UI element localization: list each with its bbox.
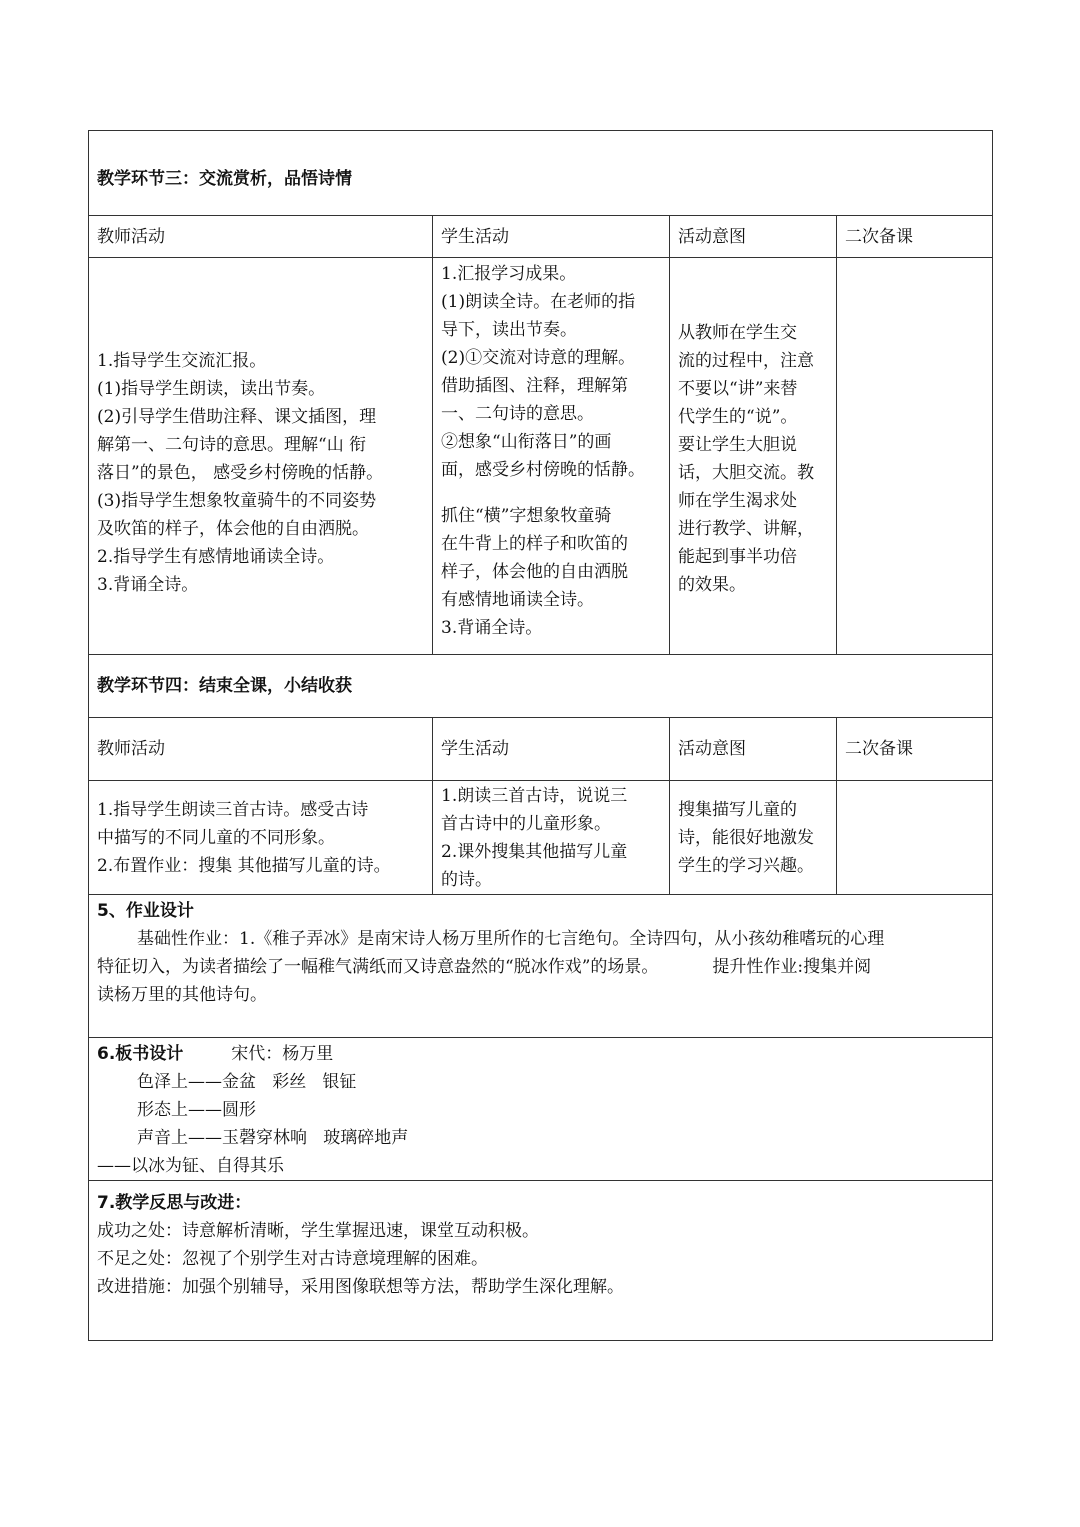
section3-header-teacher: 教师活动 xyxy=(89,216,433,258)
text-line: 色泽上——金盆 彩丝 银钲 xyxy=(137,1072,357,1092)
text-line: 不足之处：忽视了个别学生对古诗意境理解的困难。 xyxy=(97,1249,488,1269)
homework-title: 5、作业设计 xyxy=(97,901,194,921)
text-line: 及吹笛的样子，体会他的自由洒脱。 xyxy=(97,519,369,539)
text-line: 2.指导学生有感情地诵读全诗。 xyxy=(97,547,335,567)
text-line: 有感情地诵读全诗。 xyxy=(441,590,594,610)
lesson-plan-table xyxy=(88,130,993,1341)
text-line: ②想象“山衔落日”的画 xyxy=(441,432,612,452)
text-line: 1.朗读三首古诗，说说三 xyxy=(441,785,628,806)
text-line: 能起到事半功倍 xyxy=(678,547,797,567)
board-summary: ——以冰为钲、自得其乐 xyxy=(97,1156,284,1176)
text-line: 1.汇报学习成果。 xyxy=(441,264,577,284)
section4-teacher-cell xyxy=(89,781,433,895)
text-line: 进行教学、讲解， xyxy=(678,519,814,539)
text-line: 流的过程中，注意 xyxy=(678,351,814,371)
text-line: 3.背诵全诗。 xyxy=(97,575,199,595)
text-line: 的诗。 xyxy=(441,869,492,890)
text-line: 特征切入，为读者描绘了一幅稚气满纸而又诗意盎然的“脱冰作戏”的场景。 提升性作业:搜集并阅 xyxy=(97,957,872,977)
section3-teacher-cell xyxy=(89,258,433,655)
section3-title-cell xyxy=(89,131,993,216)
section4-header-intent: 活动意图 xyxy=(670,718,837,781)
board-title: 6.板书设计 xyxy=(97,1044,184,1064)
spacer xyxy=(441,484,661,502)
section4-content-row xyxy=(89,781,993,895)
text-line: 面，感受乡村傍晚的恬静。 xyxy=(441,460,645,480)
text-line: 师在学生渴求处 xyxy=(678,491,797,511)
text-line: 形态上——圆形 xyxy=(137,1100,256,1120)
text-line: 在牛背上的样子和吹笛的 xyxy=(441,534,628,554)
text-line: (1)指导学生朗读，读出节奏。 xyxy=(97,379,326,399)
section3-intent-cell xyxy=(670,258,837,655)
text-line: (1)朗读全诗。在老师的指 xyxy=(441,292,636,312)
homework-cell xyxy=(89,895,993,1038)
section4-header-row xyxy=(89,718,993,781)
text-line: 诗，能很好地激发 xyxy=(678,827,814,848)
text-line: 1.指导学生朗读三首古诗。感受古诗 xyxy=(97,799,369,820)
text-line: 抓住“横”字想象牧童骑 xyxy=(441,506,612,526)
section4-header-student: 学生活动 xyxy=(433,718,670,781)
section3-header-revision: 二次备课 xyxy=(837,216,993,258)
section3-revision-cell xyxy=(837,258,993,655)
section3-title: 教学环节三：交流赏析，品悟诗情 xyxy=(97,169,352,189)
section3-student-cell xyxy=(433,258,670,655)
board-author: 宋代：杨万里 xyxy=(231,1044,334,1064)
text-line: 首古诗中的儿童形象。 xyxy=(441,813,611,834)
text-line: 声音上——玉磬穿林响 玻璃碎地声 xyxy=(137,1128,409,1148)
text-line: 2.课外搜集其他描写儿童 xyxy=(441,841,628,862)
section4-student-cell xyxy=(433,781,670,895)
section4-header-revision: 二次备课 xyxy=(837,718,993,781)
text-line: 1.指导学生交流汇报。 xyxy=(97,351,267,371)
section3-header-student: 学生活动 xyxy=(433,216,670,258)
section4-title-cell xyxy=(89,655,993,718)
text-line: 3.背诵全诗。 xyxy=(441,618,543,638)
section3-header-row xyxy=(89,216,993,258)
text-line: 搜集描写儿童的 xyxy=(678,799,797,820)
text-line: 从教师在学生交 xyxy=(678,323,797,343)
section4-revision-cell xyxy=(837,781,993,895)
section4-intent-cell xyxy=(670,781,837,895)
section3-content-row xyxy=(89,258,993,655)
text-line: 样子，体会他的自由洒脱 xyxy=(441,562,628,582)
text-line: 落日”的景色， 感受乡村傍晚的恬静。 xyxy=(97,463,384,483)
text-line: (2)①交流对诗意的理解。 xyxy=(441,348,636,368)
text-line: 导下，读出节奏。 xyxy=(441,320,577,340)
text-line: 解第一、二句诗的意思。理解“山 衔 xyxy=(97,435,367,455)
text-line: 不要以“讲”来替 xyxy=(678,379,798,399)
text-line: 改进措施：加强个别辅导，采用图像联想等方法，帮助学生深化理解。 xyxy=(97,1277,624,1297)
reflection-title: 7.教学反思与改进： xyxy=(97,1193,252,1213)
text-line: 借助插图、注释，理解第 xyxy=(441,376,628,396)
section3-header-intent: 活动意图 xyxy=(670,216,837,258)
reflection-cell xyxy=(89,1181,993,1341)
text-line: 的效果。 xyxy=(678,575,746,595)
text-line: 基础性作业：1.《稚子弄冰》是南宋诗人杨万里所作的七言绝句。全诗四句，从小孩幼稚嗜玩的心理 xyxy=(137,929,885,949)
text-line: 2.布置作业：搜集 其他描写儿童的诗。 xyxy=(97,855,391,876)
text-line: 代学生的“说”。 xyxy=(678,407,798,427)
section4-header-teacher: 教师活动 xyxy=(89,718,433,781)
text-line: (3)指导学生想象牧童骑牛的不同姿势 xyxy=(97,491,377,511)
board-cell xyxy=(89,1038,993,1181)
section4-title: 教学环节四：结束全课，小结收获 xyxy=(97,676,352,696)
text-line: 话，大胆交流。教 xyxy=(678,463,814,483)
text-line: 一、二句诗的意思。 xyxy=(441,404,594,424)
board-header-line xyxy=(97,1040,984,1068)
text-line: 读杨万里的其他诗句。 xyxy=(97,985,267,1005)
text-line: 中描写的不同儿童的不同形象。 xyxy=(97,827,335,848)
text-line: (2)引导学生借助注释、课文插图，理 xyxy=(97,407,377,427)
text-line: 成功之处：诗意解析清晰，学生掌握迅速，课堂互动积极。 xyxy=(97,1221,539,1241)
text-line: 学生的学习兴趣。 xyxy=(678,855,814,876)
text-line: 要让学生大胆说 xyxy=(678,435,797,455)
